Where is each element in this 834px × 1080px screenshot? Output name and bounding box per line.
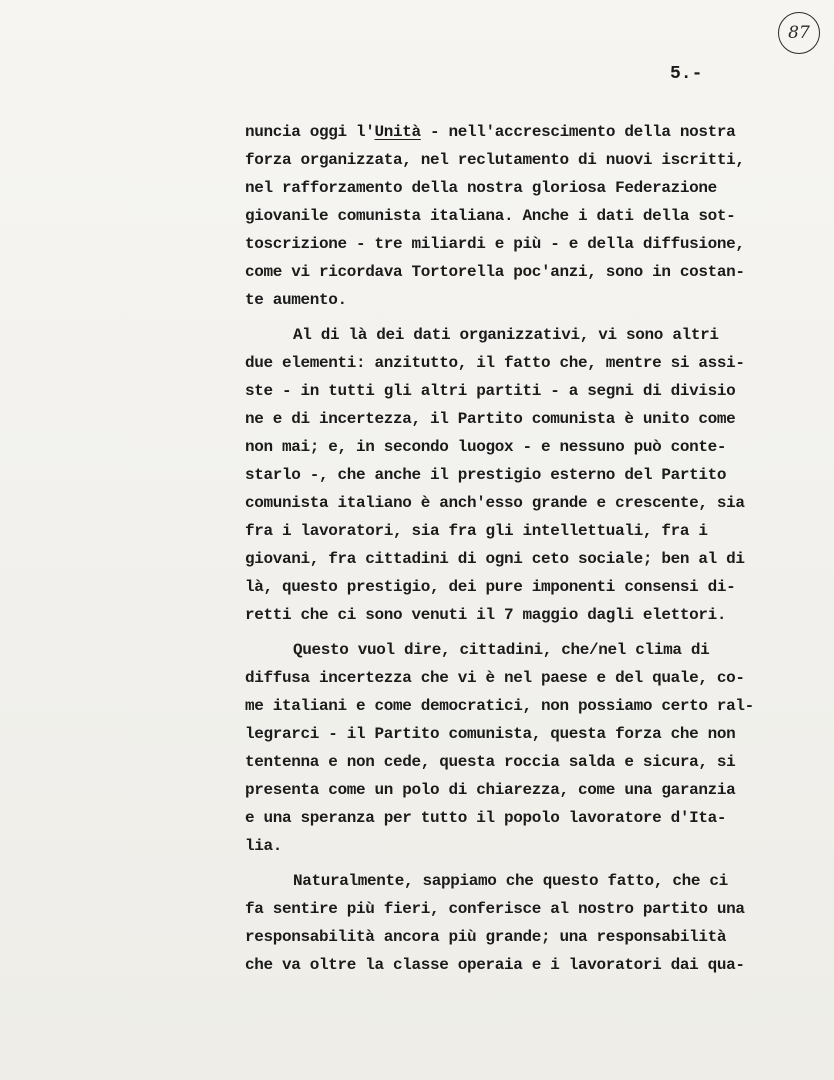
text-line: legrarci - il Partito comunista, questa forza che non <box>245 725 736 743</box>
text-line: ste - in tutti gli altri partiti - a segni di divisio <box>245 382 736 400</box>
text-line: fa sentire più fieri, conferisce al nostro partito una <box>245 900 745 918</box>
text-line: forza organizzata, nel reclutamento di nuovi iscritti, <box>245 151 745 169</box>
text-line: diffusa incertezza che vi è nel paese e del quale, co- <box>245 669 745 687</box>
underlined-word: Unità <box>374 123 421 141</box>
text-line: fra i lavoratori, sia fra gli intellettuali, fra i <box>245 522 708 540</box>
text-line: me italiani e come democratici, non possiamo certo ral- <box>245 697 754 715</box>
text-line: Naturalmente, sappiamo che questo fatto, che ci <box>293 872 728 890</box>
text-line: nuncia oggi l'Unità - nell'accrescimento della nostra <box>245 123 736 141</box>
text-line: nel rafforzamento della nostra gloriosa Federazione <box>245 179 717 197</box>
text-line: starlo -, che anche il prestigio esterno del Partito <box>245 466 727 484</box>
text-line: presenta come un polo di chiarezza, come una garanzia <box>245 781 736 799</box>
folio-stamp: 87 <box>778 12 820 54</box>
paragraph <box>245 636 805 860</box>
paragraph <box>245 867 805 979</box>
text-line: tentenna e non cede, questa roccia salda e sicura, si <box>245 753 736 771</box>
text-line: te aumento. <box>245 291 347 309</box>
text-line: che va oltre la classe operaia e i lavoratori dai qua- <box>245 956 745 974</box>
text-line: Al di là dei dati organizzativi, vi sono altri <box>293 326 719 344</box>
body-text <box>245 118 805 979</box>
text-line: retti che ci sono venuti il 7 maggio dagli elettori. <box>245 606 727 624</box>
text-line: non mai; e, in secondo luogox - e nessuno può conte- <box>245 438 727 456</box>
text-line: là, questo prestigio, dei pure imponenti consensi di- <box>245 578 736 596</box>
text-line: comunista italiano è anch'esso grande e crescente, sia <box>245 494 745 512</box>
page-number: 5.- <box>670 64 703 84</box>
text-line: come vi ricordava Tortorella poc'anzi, sono in costan- <box>245 263 745 281</box>
text-line: ne e di incertezza, il Partito comunista è unito come <box>245 410 736 428</box>
text-line: due elementi: anzitutto, il fatto che, mentre si assi- <box>245 354 745 372</box>
text-line: lia. <box>245 837 283 855</box>
text-line: responsabilità ancora più grande; una responsabilità <box>245 928 727 946</box>
paragraph <box>245 118 805 314</box>
paragraph <box>245 321 805 629</box>
text-line: e una speranza per tutto il popolo lavoratore d'Ita- <box>245 809 727 827</box>
text-line: giovanile comunista italiana. Anche i dati della sot- <box>245 207 736 225</box>
text-line: Questo vuol dire, cittadini, che/nel clima di <box>293 641 710 659</box>
text-line: toscrizione - tre miliardi e più - e della diffusione, <box>245 235 745 253</box>
text-line: giovani, fra cittadini di ogni ceto sociale; ben al di <box>245 550 745 568</box>
